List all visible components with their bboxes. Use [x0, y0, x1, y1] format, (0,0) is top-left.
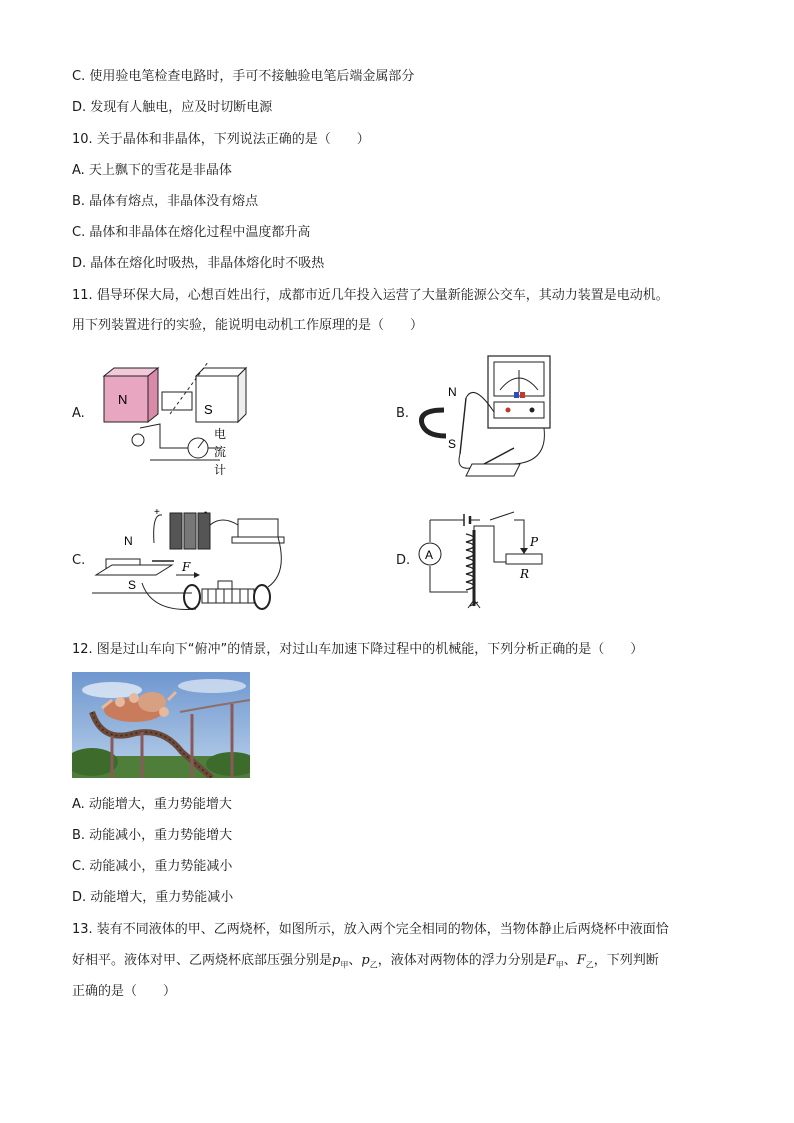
figure-d-label: D. [396, 553, 411, 568]
q13-f-sub-yi: 乙 [585, 960, 594, 970]
q13-f-sub-jia: 甲 [555, 960, 564, 970]
figure-b-label: B. [396, 406, 410, 421]
figure-b-diagram [414, 352, 554, 482]
q11-stem-line2: 用下列装置进行的实验，能说明电动机工作原理的是（ ） [72, 318, 424, 333]
q12-option-c: C. 动能减小，重力势能减小 [72, 859, 233, 874]
q9-option-c: C. 使用验电笔检查电路时，手可不接触验电笔后端金属部分 [72, 69, 415, 84]
q11-stem-line1: 11. 倡导环保大局，心想百姓出行，成都市近几年投入运营了大量新能源公交车，其动力装置是电动机。 [72, 288, 669, 303]
q10-stem: 10. 关于晶体和非晶体，下列说法正确的是（ ） [72, 132, 370, 147]
q13-f-symbol: F [546, 953, 556, 968]
roller-coaster-photo [72, 672, 250, 778]
figure-d-diagram [414, 508, 544, 618]
figure-b-n: N [448, 385, 457, 399]
q10-option-b: B. 晶体有熔点，非晶体没有熔点 [72, 194, 259, 209]
figure-a-meter-label-2: 流 [214, 445, 227, 459]
figure-a-n: N [118, 392, 128, 407]
figure-a-meter-label-1: 电 [214, 427, 227, 441]
figure-c-plus: + [154, 507, 160, 518]
figure-a-diagram [100, 362, 250, 482]
figure-c-label: C. [72, 553, 86, 568]
q13-text-part1: 好相平。液体对甲、乙两烧杯底部压强分别是 [72, 953, 333, 968]
figure-c-f: F [182, 560, 191, 574]
figure-c-n: N [124, 534, 133, 548]
q13-text-part2: ，液体对两物体的浮力分别是 [377, 953, 547, 968]
figure-d-r: R [520, 567, 530, 581]
q13-p-symbol: p [332, 953, 341, 968]
figure-c-s: S [128, 578, 137, 592]
q13-stem-line1: 13. 装有不同液体的甲、乙两烧杯，如图所示，放入两个完全相同的物体，当物体静止后两烧杯中液面恰 [72, 922, 669, 937]
q13-p-sub-jia: 甲 [340, 960, 349, 970]
q12-option-d: D. 动能增大，重力势能减小 [72, 890, 234, 905]
q13-f2-symbol: F [576, 953, 586, 968]
q12-option-b: B. 动能减小，重力势能增大 [72, 828, 233, 843]
figure-d-ammeter: A [425, 548, 434, 562]
q10-option-c: C. 晶体和非晶体在熔化过程中温度都升高 [72, 225, 311, 240]
q12-stem: 12. 图是过山车向下“俯冲”的情景，对过山车加速下降过程中的机械能，下列分析正确的是（ ） [72, 642, 644, 657]
q13-stem-line2 [72, 952, 659, 975]
figure-b-s: S [448, 437, 457, 451]
q10-option-a: A. 天上飘下的雪花是非晶体 [72, 163, 232, 178]
q9-option-d: D. 发现有人触电，应及时切断电源 [72, 100, 273, 115]
figure-a-label: A. [72, 406, 85, 421]
figure-d-p: P [530, 535, 539, 549]
q13-text-part3: ，下列判断 [593, 953, 659, 968]
figure-a-s: S [204, 402, 213, 417]
q10-option-d: D. 晶体在熔化时吸热，非晶体熔化时不吸热 [72, 256, 325, 271]
q13-p-sub-yi: 乙 [369, 960, 378, 970]
q13-sep2: 、 [563, 953, 577, 968]
q12-option-a: A. 动能增大，重力势能增大 [72, 797, 232, 812]
q13-sep1: 、 [348, 953, 362, 968]
figure-a-meter-label-3: 计 [214, 463, 227, 477]
figure-c-diagram [92, 503, 287, 618]
q13-stem-line3: 正确的是（ ） [72, 984, 177, 999]
q13-p2-symbol: p [361, 953, 370, 968]
